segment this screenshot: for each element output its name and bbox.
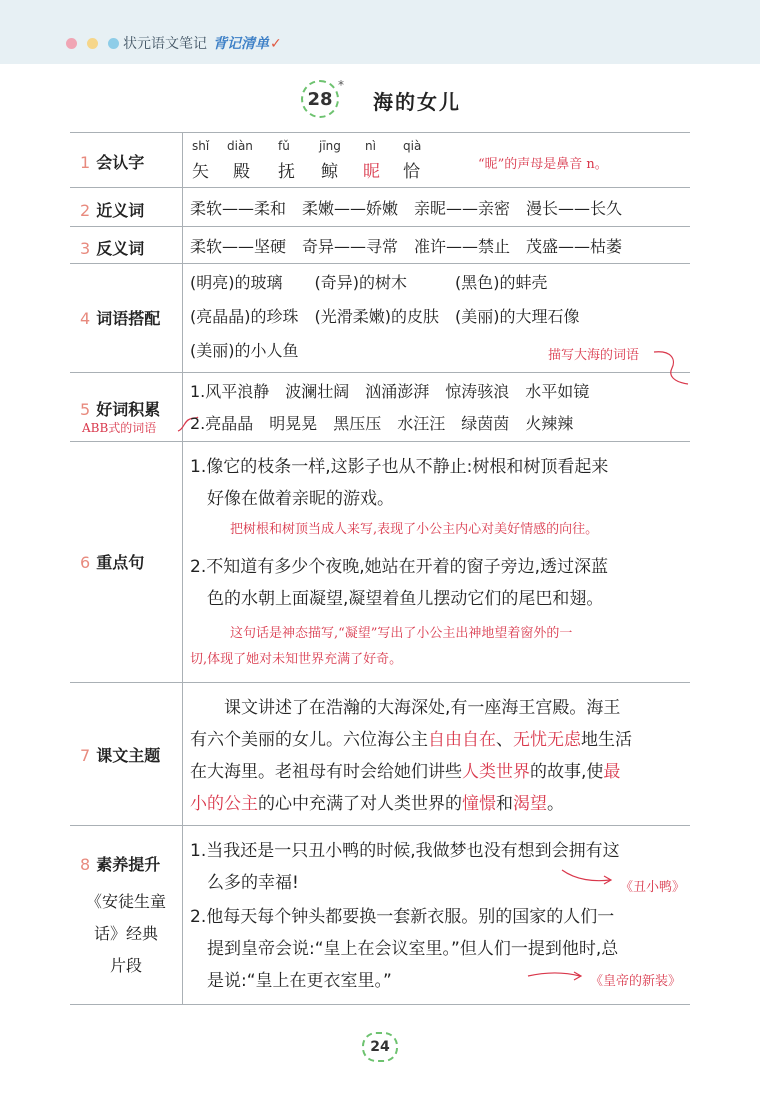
sentence-line: 2.不知道有多少个夜晚,她站在开着的窗子旁边,透过深蓝: [190, 557, 609, 577]
row-theme: [70, 683, 690, 826]
theme-line: 在大海里。老祖母有时会给她们讲些人类世界的故事,使最: [190, 762, 621, 782]
annotation: “昵”的声母是鼻音 n。: [478, 157, 608, 172]
annotation: 《皇帝的新装》: [590, 974, 682, 989]
brand-accent: 背记清单: [213, 36, 269, 52]
theme-line: 有六个美丽的女儿。六位海公主自由自在、无忧无虑地生活: [190, 730, 632, 750]
annotation: 切,体现了她对未知世界充满了好奇。: [190, 652, 403, 667]
excerpt-line: 是说:“皇上在更衣室里。”: [190, 971, 392, 991]
row-label: 1 会认字: [80, 153, 145, 172]
row-label: 6 重点句: [80, 553, 145, 572]
notes-table: [70, 132, 690, 1005]
row-label: 8 素养提升: [80, 855, 161, 874]
collocation-line: (亮晶晶)的珍珠 (光滑柔嫩)的皮肤 (美丽)的大理石像: [190, 307, 580, 326]
page-number: 24: [362, 1032, 398, 1062]
row-antonyms: [70, 227, 690, 264]
row-literacy: [70, 826, 690, 1005]
annotation: 《丑小鸭》: [620, 880, 686, 895]
blue-dot: [108, 38, 119, 49]
row-recognize-chars: 1 会认字 shǐ 矢 diàn 殿 fǔ 抚 jīng 鲸 nì 昵 qià 恰 “昵”的声母是鼻音 n。: [70, 133, 690, 188]
theme-line: 课文讲述了在浩瀚的大海深处,有一座海王宫殿。海王: [190, 698, 621, 718]
yellow-dot: [87, 38, 98, 49]
check-icon: ✓: [270, 36, 282, 52]
lesson-title: 海的女儿: [373, 90, 461, 114]
row-good-words: [70, 373, 690, 442]
sentence-line: 好像在做着亲昵的游戏。: [190, 489, 394, 509]
lesson-number: 28: [301, 80, 339, 118]
row-label: 2 近义词: [80, 201, 145, 220]
brand-name: 状元语文笔记: [123, 36, 207, 52]
excerpt-line: 提到皇帝会说:“皇上在会议室里。”但人们一提到他时,总: [190, 939, 619, 959]
collocation-line: (美丽)的小人鱼: [190, 341, 299, 360]
word-group: 2.亮晶晶 明晃晃 黑压压 水汪汪 绿茵茵 火辣辣: [190, 414, 574, 433]
annotation: 描写大海的词语: [548, 348, 640, 363]
word-group: 1.风平浪静 波澜壮阔 汹涌澎湃 惊涛骇浪 水平如镜: [190, 382, 590, 401]
row-collocations: [70, 264, 690, 373]
row-synonyms: [70, 188, 690, 227]
theme-line: 小的公主的心中充满了对人类世界的憧憬和渴望。: [190, 794, 564, 814]
arrow-icon: [526, 968, 586, 984]
lesson-star: *: [338, 78, 344, 92]
annotation: 这句话是神态描写,“凝望”写出了小公主出神地望着窗外的一: [230, 626, 573, 641]
collocation-line: (明亮)的玻璃 (奇异)的树木 (黑色)的蚌壳: [190, 273, 548, 292]
excerpt-line: 2.他每天每个钟头都要换一套新衣服。别的国家的人们一: [190, 907, 615, 927]
excerpt-line: 1.当我还是一只丑小鸭的时候,我做梦也没有想到会拥有这: [190, 841, 620, 861]
arrow-icon: [560, 866, 616, 888]
row-label: 7 课文主题: [80, 746, 161, 765]
sentence-line: 色的水朝上面凝望,凝望着鱼儿摆动它们的尾巴和翅。: [190, 589, 604, 609]
sentence-line: 1.像它的枝条一样,这影子也从不静止:树根和树顶看起来: [190, 457, 609, 477]
synonym-list: 柔软——柔和 柔嫩——娇嫩 亲昵——亲密 漫长——长久: [190, 199, 623, 218]
row-label: 5 好词积累: [80, 400, 161, 419]
annotation: ABB式的词语: [82, 421, 157, 435]
header-bar: [0, 0, 760, 64]
excerpt-line: 么多的幸福!: [190, 873, 299, 893]
source-caption: 《安徒生童 话》经典 片段: [85, 892, 166, 975]
brand: [123, 33, 282, 53]
annotation: 把树根和树顶当成人来写,表现了小公主内心对美好情感的向往。: [230, 522, 599, 537]
antonym-list: 柔软——坚硬 奇异——寻常 准许——禁止 茂盛——枯萎: [190, 237, 623, 256]
lesson-header: [0, 78, 760, 126]
row-key-sentences: [70, 442, 690, 683]
row-label: 3 反义词: [80, 239, 145, 258]
pink-dot: [66, 38, 77, 49]
row-label: 4 词语搭配: [80, 309, 161, 328]
